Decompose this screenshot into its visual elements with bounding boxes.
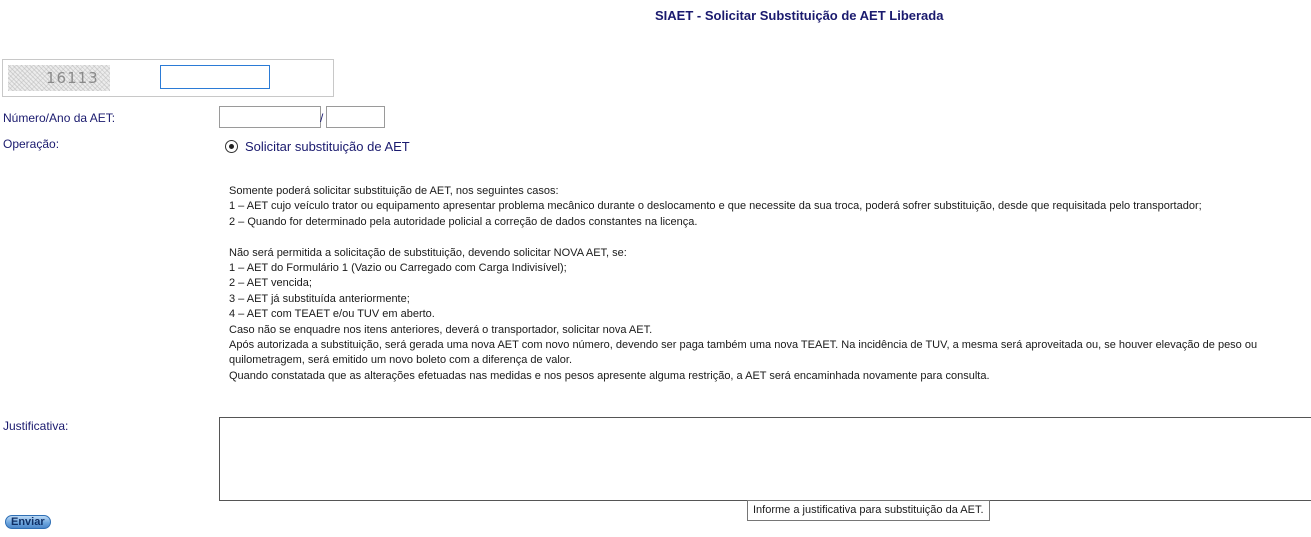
info-blank-line — [229, 230, 1309, 245]
info-line: 3 – AET já substituída anteriormente; — [229, 292, 410, 305]
justificativa-textarea[interactable] — [219, 417, 1311, 501]
info-line: 2 – AET vencida; — [229, 277, 312, 290]
info-line: 2 – Quando for determinado pela autoridade policial a correção de dados constantes na licença. — [229, 215, 698, 228]
page-title: SIAET - Solicitar Substituição de AET Liberada — [655, 8, 944, 23]
operacao-radio[interactable] — [225, 140, 238, 153]
operacao-label: Operação: — [3, 137, 60, 151]
info-line: 1 – AET cujo veículo trator ou equipamento apresentar problema mecânico durante o deslocamento e que necessite da sua troca, poderá sofrer substituição, desde que requisitada pelo transportador; — [229, 200, 1202, 213]
ano-aet-input[interactable] — [326, 106, 385, 128]
info-line: Caso não se enquadre nos itens anteriores, deverá o transportador, solicitar nova AET. — [229, 323, 653, 336]
info-line: Após autorizada a substituição, será gerada uma nova AET com novo número, devendo ser paga também uma nova TEAET. Na incidência de TUV, a mesma será aproveitada ou, se houver elevação de peso ou quilometragem, será emitido um novo boleto com a diferença de valor. — [229, 339, 1258, 367]
enviar-button[interactable]: Enviar — [5, 515, 51, 529]
justificativa-tooltip: Informe a justificativa para substituição da AET. — [747, 500, 990, 521]
radio-selected-dot — [229, 144, 234, 149]
info-line: Somente poderá solicitar substituição de AET, nos seguintes casos: — [229, 185, 559, 197]
numero-ano-separator: / — [320, 111, 324, 125]
info-line: Não será permitida a solicitação de substituição, devendo solicitar NOVA AET, se: — [229, 246, 627, 259]
captcha-input[interactable] — [160, 65, 270, 89]
operacao-radio-label[interactable]: Solicitar substituição de AET — [245, 139, 410, 154]
numero-aet-input[interactable] — [219, 106, 324, 128]
info-line: Quando constatada que as alterações efetuadas nas medidas e nos pesos apresente alguma restrição, a AET será encaminhada novamente para consulta. — [229, 369, 990, 382]
info-line: 1 – AET do Formulário 1 (Vazio ou Carregado com Carga Indivisível); — [229, 262, 567, 275]
info-line: 4 – AET com TEAET e/ou TUV em aberto. — [229, 308, 435, 321]
captcha-image: 16113 — [8, 65, 110, 91]
substituicao-info-text — [229, 184, 1309, 384]
captcha-box — [2, 59, 334, 97]
numero-ano-label: Número/Ano da AET: — [3, 111, 116, 125]
justificativa-label: Justificativa: — [3, 419, 69, 433]
